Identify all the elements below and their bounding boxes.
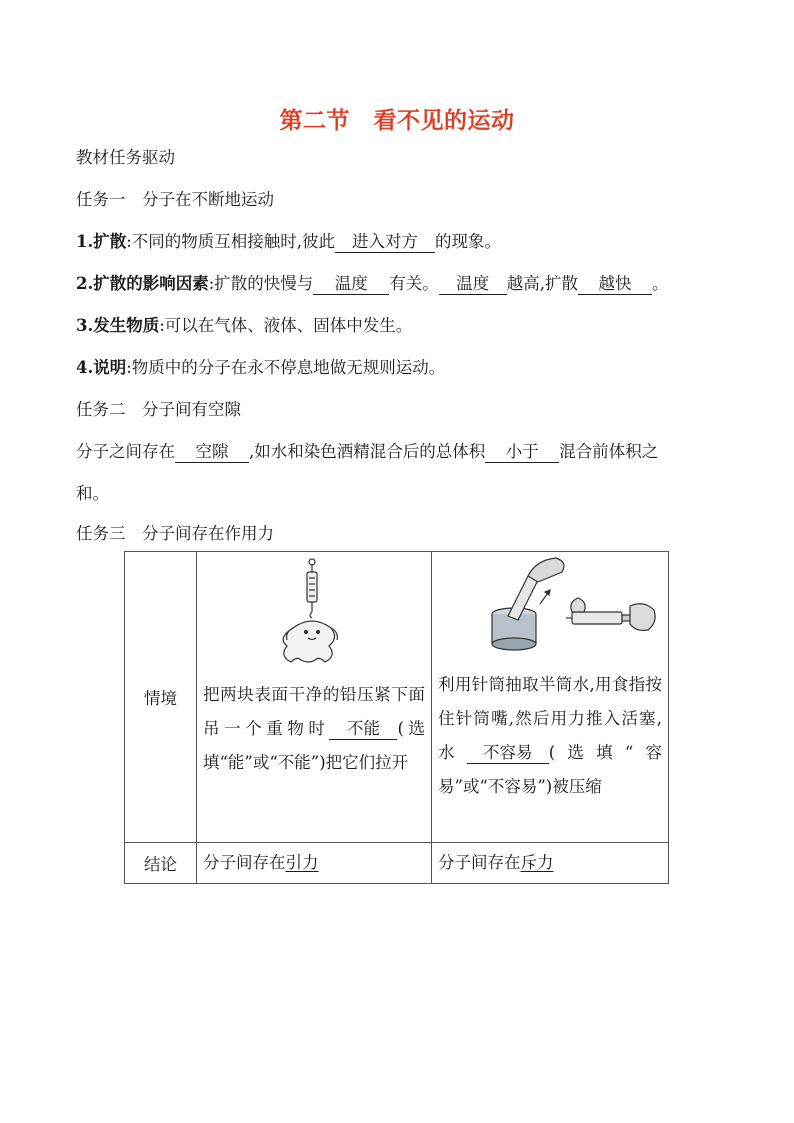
paragraph-text: ,如水和染色酒精混合后的总体积: [249, 442, 486, 461]
scenario-text: 把两块表面干净的铅压紧下面吊一个重物时: [203, 685, 425, 738]
task2-heading: 任务二 分子间有空隙: [76, 400, 241, 419]
answer-blank: 不容易: [467, 743, 549, 764]
scenario-right-text: [432, 664, 668, 808]
item-text: 。: [652, 274, 669, 293]
item-term: 说明: [93, 358, 127, 377]
scenario-text: 利用针筒抽取半筒水,用食指按住针筒嘴,然后用力推入活塞,水: [438, 675, 662, 762]
scenario-label: 情境: [125, 552, 197, 843]
item-term: 扩散: [93, 232, 127, 251]
item-text: :扩散的快慢与: [208, 274, 314, 293]
task3-heading: 任务三 分子间存在作用力: [76, 524, 274, 543]
paragraph-text: 混合前体积之: [559, 442, 659, 461]
scenario-syringe: [432, 552, 669, 843]
answer-blank: 小于: [485, 442, 559, 463]
paragraph-text: 分子之间存在: [76, 442, 175, 461]
item-number: 2.: [76, 274, 94, 293]
item-explanation: [76, 356, 445, 380]
item-text: :不同的物质互相接触时,彼此: [126, 232, 336, 251]
item-term: 发生物质: [93, 316, 160, 335]
task3-table: [124, 551, 669, 884]
syringe-and-beaker-icon: [432, 552, 668, 664]
item-occurrence: [76, 314, 412, 338]
page-title: 第二节 看不见的运动: [279, 108, 515, 134]
answer-blank: 不能: [329, 719, 397, 740]
scenario-lead-blocks: [197, 552, 432, 843]
item-number: 4.: [76, 358, 94, 377]
syringe-illustration: [432, 552, 668, 664]
conclusion-right: [432, 843, 669, 884]
spring-scale-with-toy-icon: [197, 552, 431, 674]
item-diffusion-factors: [76, 272, 669, 296]
conclusion-left: [197, 843, 432, 884]
scenario-left-text: [197, 674, 431, 784]
item-text: 的现象。: [435, 232, 502, 251]
conclusion-answer: 引力: [285, 853, 319, 872]
answer-blank: 温度: [313, 274, 389, 295]
answer-blank: 越快: [578, 274, 652, 295]
scenario-text: (选填“容易”或“不容易”)被压缩: [438, 743, 663, 796]
conclusion-text: 分子间存在: [203, 853, 286, 872]
conclusion-answer: 斥力: [520, 853, 554, 872]
task1-heading: 任务一 分子在不断地运动: [76, 190, 274, 209]
item-text: :可以在气体、液体、固体中发生。: [159, 316, 413, 335]
answer-blank: 温度: [439, 274, 507, 295]
conclusion-label: 结论: [125, 843, 197, 884]
task2-paragraph-line2: 和。: [76, 484, 109, 503]
answer-blank: 空隙: [175, 442, 249, 463]
item-text: :物质中的分子在永不停息地做无规则运动。: [126, 358, 446, 377]
task2-paragraph-line1: [76, 440, 658, 464]
item-number: 3.: [76, 316, 94, 335]
conclusion-text: 分子间存在: [438, 853, 521, 872]
item-term: 扩散的影响因素: [93, 274, 209, 293]
scenario-text: (选填“能”或“不能”)把它们拉开: [203, 719, 426, 772]
item-text: 有关。: [389, 274, 439, 293]
answer-blank: 进入对方: [335, 232, 435, 253]
lead-blocks-illustration: [197, 552, 431, 674]
item-text: 越高,扩散: [506, 274, 579, 293]
item-number: 1.: [76, 232, 94, 251]
section-label: 教材任务驱动: [76, 148, 175, 167]
item-diffusion: [76, 230, 501, 254]
